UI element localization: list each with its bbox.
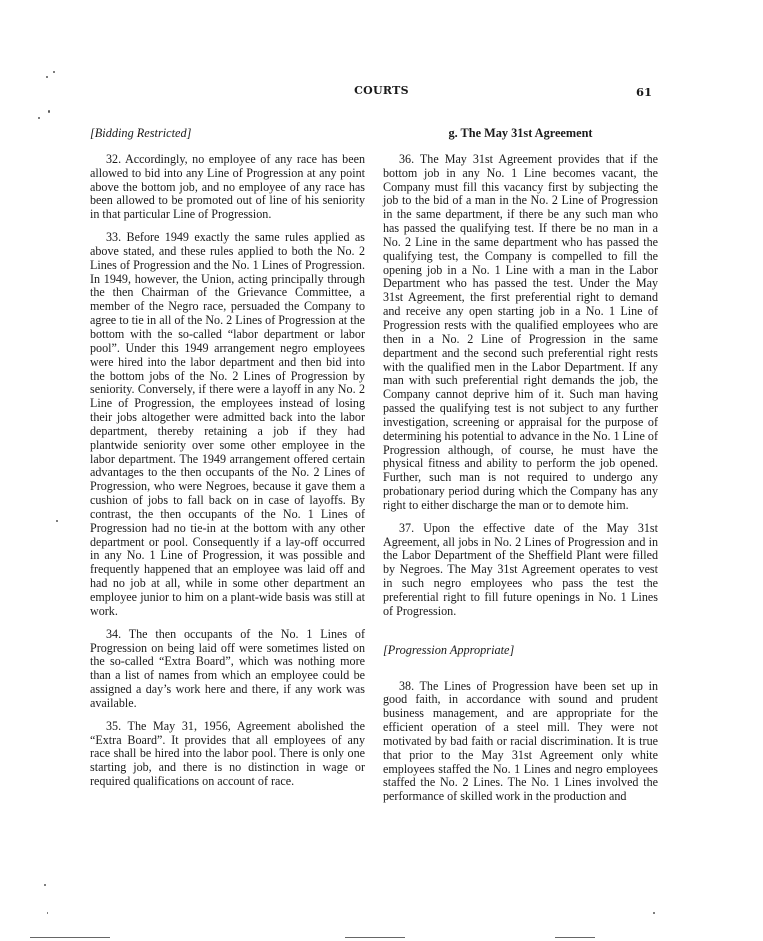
left-column	[90, 127, 365, 798]
running-head: COURTS	[354, 84, 409, 97]
section-heading-may-31st-agreement: g. The May 31st Agreement	[448, 126, 593, 140]
scan-speck	[48, 110, 50, 113]
paragraph-37: 37. Upon the effective date of the May 31st Agreement, all jobs in No. 2 Lines of Progression and in the Labor Department of the Sheffield Plant were filled by Negroes. The May 31st Agreement operates to vest in such negro employees who pass the test the preferential right to fill future openings in No. 1 Lines of Progression.	[383, 520, 658, 618]
scan-speck	[653, 912, 655, 914]
paragraph-38: 38. The Lines of Progression have been set up in good faith, in accordance with sound and prudent business management, and are appropriate for the efficient operation of a steel mill. They were not motivated by bad faith or racial discrimination. It is true that prior to the May 31st Agreement only white employees staffed the No. 1 Lines and negro employees staffed the No. 2 Lines. The No. 1 Lines involved the performance of skilled work in the production and	[383, 678, 658, 804]
scan-speck	[46, 76, 48, 78]
scan-edge-line	[30, 937, 110, 938]
paragraph-36: 36. The May 31st Agreement provides that if the bottom job in any No. 1 Line becomes vacant, the Company must fill this vacancy first by subjecting the job to the bid of a man in the No. 2 Line of Progression in the same department, if there be any such man who has passed the qualifying test. If there be no man in a No. 2 Line in the same department who has passed the qualifying test, the Company is compelled to fill the opening job in a No. 1 Line with a man in the Labor Department who has passed the test. Under the May 31st Agreement, the first preferential right to demand and receive any open starting job in a No. 1 Line of Progression rests with the qualified employees who are then in a No. 2 Line of Progression in the same department and the second such preferential right rests with the qualified men in the Labor Department. If any man with such preferential right demands the job, the Company cannot deprive him of it. Such man having passed the qualifying test is not subject to any further investigation, screening or appraisal for the purpose of determining his potential to advance in the No. 1 Line of Progression although, of course, he must have the physical fitness and ability to perform the job opened. Further, such man is not required to undergo any probationary period during which the Company has any right to either discharge the man or to demote him.	[383, 151, 658, 512]
right-column	[383, 127, 658, 813]
scan-speck	[38, 117, 40, 119]
scan-speck	[44, 884, 46, 886]
paragraph-33: 33. Before 1949 exactly the same rules applied as above stated, and these rules applied to both the No. 2 Lines of Progression and the No. 1 Lines of Progression. In 1949, however, the Union, acting principally through the then Chairman of the Grievance Committee, a member of the Negro race, persuaded the Company to agree to tie in all of the No. 2 Lines of Progression at the bottom with the so-called “labor department or labor pool”. Under this 1949 arrangement negro employees were hired into the labor department and then bid into the bottom jobs of the No. 2 Lines of Progression by seniority. Conversely, if there were a layoff in any No. 2 Line of Progression, the employees instead of losing their jobs altogether were admitted back into the labor department, thereby retaining a job if they had plantwide seniority over some other employee in the labor department. The 1949 arrangement offered certain advantages to the then occupants of the No. 2 Lines of Progression, who were Negroes, because it gave them a cushion of jobs to fall back on in case of layoffs. By contrast, the then occupants of the No. 1 Lines of Progression had no tie-in at the bottom with any other department or pool. Consequently if a lay-off occurred in any No. 1 Line of Progression, it was possible and frequently happened that an employee was laid off and had no job at all, while in some other department an employee junior to him on a plant-wide basis was still at work.	[90, 230, 365, 618]
section-heading-bidding-restricted: [Bidding Restricted]	[90, 126, 192, 140]
paragraph-35: 35. The May 31, 1956, Agreement abolished the “Extra Board”. It provides that all employees of any race shall be hired into the labor pool. There is only one starting job, and there is no distinction in wage or required qualifications on account of race.	[90, 718, 365, 789]
page-header	[0, 84, 763, 102]
paragraph-32: 32. Accordingly, no employee of any race has been allowed to bid into any Line of Progression at any point above the bottom job, and no employee of any race has been allowed to be promoted out of line of his seniority in that particular Line of Progression.	[90, 151, 365, 222]
scan-edge-line	[555, 937, 595, 938]
section-heading-progression-appropriate: [Progression Appropriate]	[383, 642, 515, 657]
scan-speck	[47, 912, 48, 914]
paragraph-34: 34. The then occupants of the No. 1 Lines of Progression on being laid off were sometimes listed on the so-called “Extra Board”, which was nothing more than a list of names from which an employee could be assigned a day’s work here and there, if any work was available.	[90, 626, 365, 710]
section-spacer	[383, 628, 658, 644]
scan-edge-line	[345, 937, 405, 938]
page-number: 61	[635, 85, 652, 99]
scan-speck	[53, 71, 55, 73]
scan-speck	[56, 520, 58, 522]
